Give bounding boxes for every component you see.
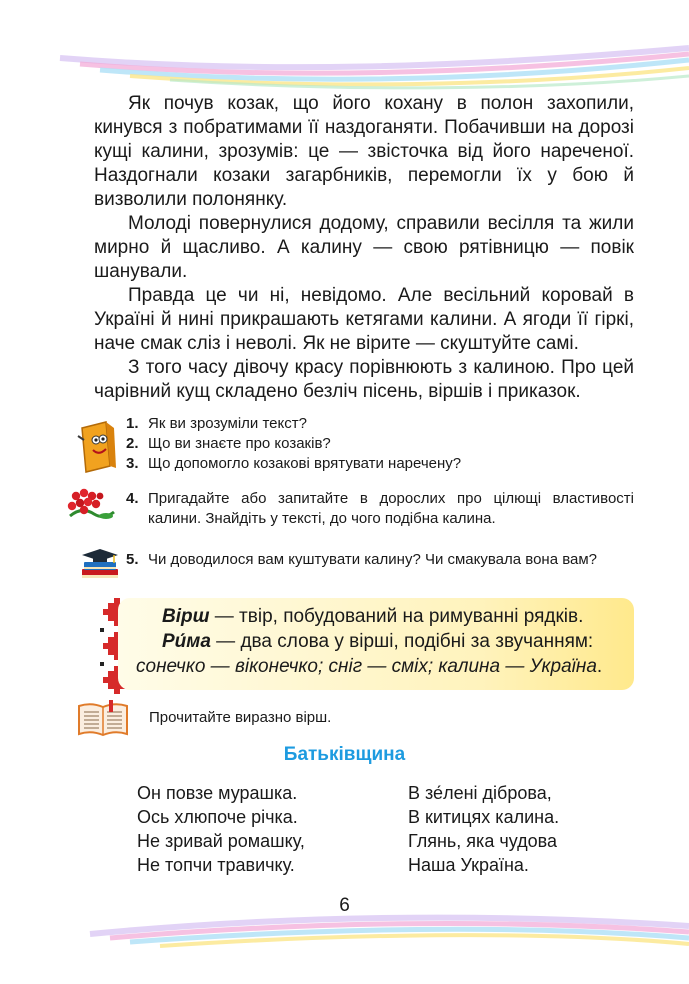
rhyme-definition [136, 629, 632, 654]
poem-line: Наша Україна. [408, 855, 529, 875]
definition-text [136, 604, 632, 679]
rhyme-term: Ри́ма [162, 631, 211, 652]
poem-line: Ось хлюпоче річка. [137, 807, 298, 827]
poem-line: Глянь, яка чудова [408, 831, 558, 851]
question-number: 1. [126, 415, 139, 432]
poem-title: Батьківщина [283, 744, 406, 765]
poem-line: Он повзе мурашка. [137, 783, 298, 803]
rhyme-examples: сонечко — віконечко; сніг — сміх; калина — Україна [136, 656, 597, 677]
question-number: 2. [126, 435, 139, 452]
rhyme-definition-text: — два слова у вірші, подібні за звучанням: [210, 631, 594, 652]
verse-definition-text: — твір, побудований на римуванні рядків. [209, 606, 584, 627]
story-paragraph: Правда це чи ні, невідомо. Але весільний коровай в Україні й нині прикрашають кетягами калини. А ягоди її гіркі, наче смак сліз і неволі. Як не вірите — скуштуйте самі. [94, 285, 634, 354]
books-graduation-cap-icon [78, 547, 122, 583]
question-number: 3. [126, 455, 139, 472]
question-number: 5. [126, 551, 139, 568]
question-text: Як ви зрозуміли текст? [148, 415, 307, 432]
book-character-icon [76, 418, 120, 474]
story-paragraph: Молоді повернулися додому, справили весілля та жили мирно й щасливо. А калину — свою рятівницю — повік шанували. [94, 213, 634, 282]
question-number: 4. [126, 490, 139, 507]
question-text: Пригадайте або запитайте в дорослих про цілющі властивості калини. Знайдіть у тексті, до чого подібна калина. [148, 490, 634, 527]
question-item [126, 489, 634, 529]
question-text: Чи доводилося вам куштувати калину? Чи смакувала вона вам? [148, 551, 598, 568]
question-text: Що ви знаєте про козаків? [148, 435, 331, 452]
story-text [94, 92, 634, 404]
rhyme-examples-end: . [596, 656, 603, 677]
question-item [126, 414, 626, 434]
story-paragraph: Як почув козак, що його кохану в полон захопили, кинувся з побратимами її наздоганяти. Побачивши на дорозі кущі калини, зрозумів: це — звісточка від його нареченої. Наздогнали козаки загарбників, перемогли їх у бою й визволили полонянку. [94, 93, 634, 210]
poem-line: Не зривай ромашку, [137, 831, 305, 851]
poem-line: В китицях калина. [408, 807, 560, 827]
reading-instruction: Прочитайте виразно вірш. [149, 709, 332, 726]
poem-column-left [137, 781, 305, 877]
rhyme-examples-line [136, 654, 632, 679]
poem-line: В зе́лені діброва, [408, 783, 552, 803]
questions-group-1 [126, 414, 626, 474]
question-item [126, 550, 634, 570]
question-text: Що допомогло козакові врятувати наречену? [148, 455, 462, 472]
open-book-icon [76, 700, 130, 738]
question-item [126, 454, 626, 474]
verse-definition [136, 604, 632, 629]
story-paragraph: З того часу дівочу красу порівнюють з калиною. Про цей чарівний кущ складено безліч пісень, віршів і приказок. [94, 357, 634, 402]
poem-column-right [408, 781, 559, 877]
questions-group-3 [126, 550, 634, 570]
poem-line: Не топчи травичку. [137, 855, 295, 875]
questions-group-2 [126, 489, 634, 529]
page-number: 6 [339, 895, 350, 916]
question-item [126, 434, 626, 454]
viburnum-berries-icon [64, 486, 116, 524]
verse-term: Вірш [162, 606, 210, 627]
